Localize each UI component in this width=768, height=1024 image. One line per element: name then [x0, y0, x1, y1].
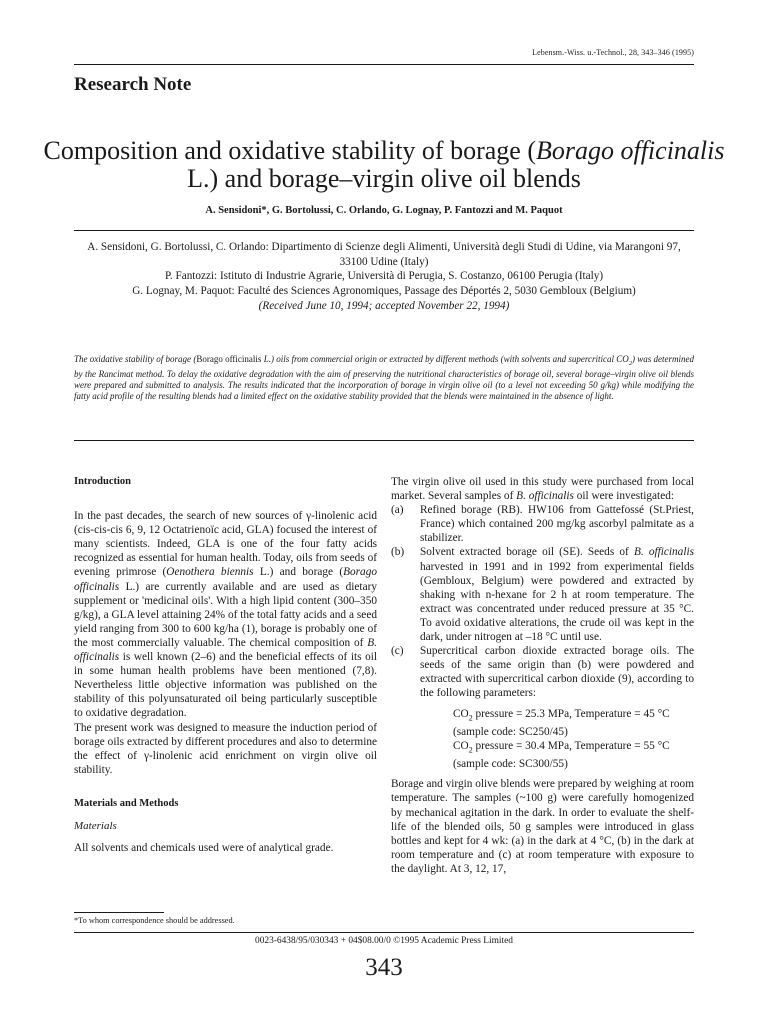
abstract: The oxidative stability of borage (Borago officinalis L.) oils from commercial origin or extracted by different methods (with solvents and supercritical $CO_2$) was determined by the Rancimat method. To delay the oxidative degradation with the aim of preserving the nutritional characteristics of borage oil, several borage–virgin olive oil blends were prepared and submitted to analysis. The results indicated that the incorporation of borage in virgin olive oil (to a level not exceeding 50 g/kg) while modifying the fatty acid profile of the resulting blends had a limited effect on the oxidative stability provided that the blends were maintained in the absence of light.: [74, 354, 694, 402]
right-column: [391, 475, 694, 876]
paragraph: In the past decades, the search of new sources of γ-linolenic acid (cis-cis-cis 6, 9, 12 Octatrienoïc acid, GLA) focused the interest of many scientists. Indeed, GLA is one of the four fatty acids recognized as essential for human health. Today, oils from seeds of evening primrose (Oenothera biennis L.) and borage (Borago officinalis L.) are currently available and are used as dietary supplement or 'medicinal oils'. With a high lipid content (300–350 g/kg), a GLA level attaining 24% of the total fatty acids and a seed yield ranging from 300 to 600 kg/ha (1), borage is probably one of the most commercially valuable. The chemical composition of B. officinalis is well known (2–6) and the beneficial effects of its oil in some human health problems have been mentioned (7,8). Nevertheless little objective information was published on the stability of this polyunsaturated oil being particularly susceptible to oxidative degradation.: [74, 510, 377, 720]
affiliation: P. Fantozzi: Istituto di Industrie Agrarie, Università di Perugia, S. Costanzo, 06100 Perugia (Italy): [164, 270, 604, 283]
paragraph: The virgin olive oil used in this study were purchased from local market. Several samples of B. officinalis oil were investigated:: [391, 476, 694, 503]
abstract-rule: [74, 440, 694, 441]
footer-rule: [74, 932, 694, 933]
left-column: [74, 475, 377, 855]
issn-line: 0023-6438/95/030343 + 04$08.00/0 ©1995 Academic Press Limited: [255, 936, 513, 946]
paper-title: Composition and oxidative stability of borage (Borago officinalis L.) and borage–virgin olive oil blends: [43, 136, 725, 193]
affiliation: A. Sensidoni, G. Bortolussi, C. Orlando: Dipartimento di Scienze degli Alimenti, Università degli Studi di Udine, via Marangoni 97, 33100 Udine (Italy): [87, 241, 681, 268]
journal-reference: Lebensm.-Wiss. u.-Technol., 28, 343–346 (1995): [532, 48, 694, 57]
header-rule: [74, 64, 694, 65]
paragraph: Borage and virgin olive blends were prepared by weighing at room temperature. The samples (~100 g) were carefully homogenized by mechanical agitation in the dark. In order to evaluate the shelf-life of the blended oils, 50 g samples were introduced in glass bottles and kept for 4 wk: (a) in the dark at 4 °C, (b) in the dark at room temperature and (c) at room temperature with exposure to the daylight. At 3, 12, 17,: [391, 778, 694, 875]
author-list: A. Sensidoni*, G. Bortolussi, C. Orlando, G. Lognay, P. Fantozzi and M. Paquot: [205, 205, 563, 216]
parameter-list: [391, 707, 694, 772]
received-dates: (Received June 10, 1994; accepted November 22, 1994): [258, 299, 510, 312]
page-number: 343: [365, 954, 403, 981]
parameter: $CO_2$ pressure = 30.4 MPa, Temperature = 55 °C (sample code: SC300/55): [453, 739, 670, 771]
section-heading-methods: Materials and Methods: [74, 797, 179, 809]
list-item: (a) Refined borage (RB). HW106 from Gattefossé (St.Priest, France) which contained 200 mg/kg ascorbyl palmitate as a stabilizer.: [391, 504, 694, 545]
footnote: *To whom correspondence should be addressed.: [74, 916, 235, 925]
parameter: $CO_2$ pressure = 25.3 MPa, Temperature = 45 °C (sample code: SC250/45): [453, 707, 670, 738]
affiliations: [80, 240, 688, 314]
subsection-heading-materials: Materials: [74, 819, 117, 832]
list-item: (b) Solvent extracted borage oil (SE). Seeds of B. officinalis harvested in 1991 and in 1992 from experimental fields (Gembloux, Belgium) were powdered and extracted by shaking with n-hexane for 2 h at room temperature. The extract was concentrated under reduced pressure at 35 °C. To avoid oxidative alterations, the crude oil was kept in the dark, under nitrogen at –18 °C until use.: [391, 546, 695, 644]
paragraph: The present work was designed to measure the induction period of borage oils extracted by different procedures and also to determine the effect of γ-linolenic acid enrichment on virgin olive oil stability.: [74, 721, 377, 776]
affiliation-rule: [74, 230, 694, 231]
paragraph: All solvents and chemicals used were of analytical grade.: [74, 842, 334, 855]
affiliation: G. Lognay, M. Paquot: Faculté des Sciences Agronomiques, Passage des Déportés 2, 5030 Gembloux (Belgium): [132, 285, 636, 298]
section-type: Research Note: [74, 74, 192, 95]
footnote-rule: [74, 912, 164, 913]
list-item: (c) Supercritical carbon dioxide extracted borage oils. The seeds of the same origin than (b) were powdered and extracted with supercritical carbon dioxide (9), according to the following parameters:: [391, 645, 694, 700]
section-heading-introduction: Introduction: [74, 476, 131, 487]
